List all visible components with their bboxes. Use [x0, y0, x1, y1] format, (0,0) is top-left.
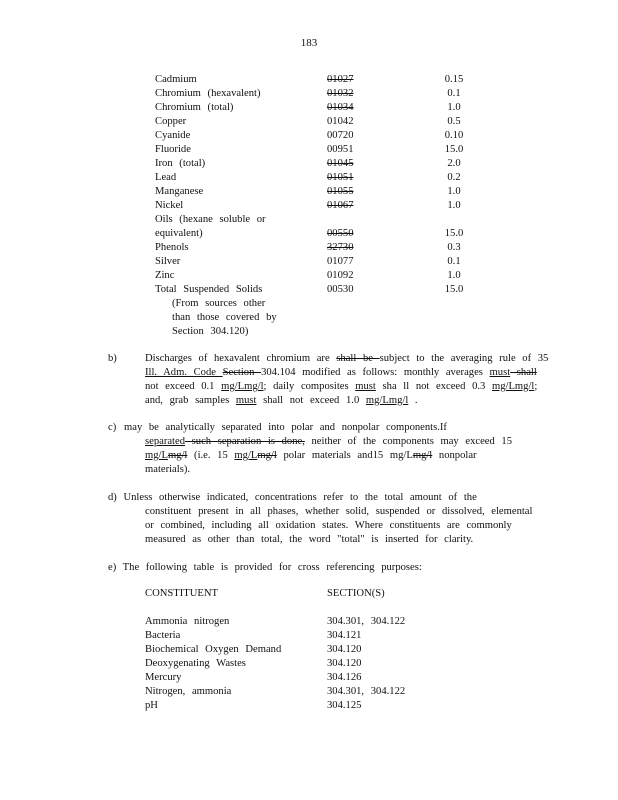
inserted-text: mg/Lmg/l — [221, 381, 264, 392]
parameter-code: 00530 — [327, 284, 354, 295]
deleted-text: mg/l — [167, 450, 188, 461]
constituent-name: Biochemical Oxygen Demand — [145, 644, 282, 655]
parameter-name: Nickel — [155, 200, 184, 211]
constituent-sections: 304.126 — [327, 672, 362, 683]
parameter-code: 01027 — [327, 74, 354, 85]
paragraph-c-line-2 — [145, 435, 512, 449]
constituent-name: Nitrogen, ammonia — [145, 686, 232, 697]
text: ; — [534, 381, 538, 392]
inserted-text: mg/L — [145, 450, 168, 461]
constituent-sections: 304.125 — [327, 700, 362, 711]
paragraph-c-line-4: materials). — [145, 464, 191, 475]
parameter-limit: 0.2 — [447, 172, 461, 183]
header-constituent: CONSTITUENT — [145, 588, 218, 599]
deleted-text: mg/l — [412, 450, 433, 461]
tss-note-line: (From sources other — [172, 298, 266, 309]
paragraph-d-line-1: d) Unless otherwise indicated, concentrations refer to the total amount of the — [108, 492, 477, 503]
paragraph-e: e) The following table is provided for cross referencing purposes: — [108, 562, 422, 573]
text: subject to the averaging rule of 35 — [379, 353, 549, 364]
parameter-limit: 0.1 — [447, 88, 461, 99]
parameter-code: 01092 — [327, 270, 354, 281]
parameter-code: 01032 — [327, 88, 354, 99]
parameter-code: 01034 — [327, 102, 354, 113]
parameter-name: Oils (hexane soluble or — [155, 214, 266, 225]
text: may be analytically separated into polar and nonpolar components.If — [124, 422, 447, 433]
parameter-limit: 15.0 — [444, 228, 464, 239]
constituent-name: Mercury — [145, 672, 182, 683]
parameter-limit — [436, 213, 472, 227]
inserted-text: separated — [145, 436, 185, 447]
text: (i.e. 15 — [187, 450, 235, 461]
parameter-name: Lead — [155, 172, 177, 183]
inserted-text: must — [235, 395, 257, 406]
parameter-code: 00550 — [327, 228, 354, 239]
parameter-limit: 1.0 — [447, 270, 461, 281]
constituent-sections: 304.120 — [327, 644, 362, 655]
constituent-name: Bacteria — [145, 630, 181, 641]
text: 304.104 modified as follows: monthly averages — [261, 367, 490, 378]
parameter-code: 01051 — [327, 172, 354, 183]
paragraph-c-label: c) — [108, 422, 117, 433]
parameter-name: Total Suspended Solids — [155, 284, 263, 295]
text: Discharges of hexavalent chromium are — [145, 353, 337, 364]
tss-note-line: Section 304.120) — [172, 326, 249, 337]
text: not exceed 0.1 — [145, 381, 222, 392]
parameter-name: Manganese — [155, 186, 204, 197]
deleted-text: Section — [222, 367, 262, 378]
text: polar materials and15 mg/L — [276, 450, 413, 461]
parameter-code: 00720 — [327, 130, 354, 141]
constituent-name: Ammonia nitrogen — [145, 616, 230, 627]
constituent-name: pH — [145, 700, 158, 711]
parameter-name: Fluoride — [155, 144, 191, 155]
parameter-code: 01055 — [327, 186, 354, 197]
parameter-name: Chromium (hexavalent) — [155, 88, 261, 99]
constituent-sections: 304.301, 304.122 — [327, 616, 406, 627]
paragraph-b-line-3 — [145, 380, 537, 394]
text: and, grab samples — [145, 395, 236, 406]
parameter-limit: 0.10 — [444, 130, 464, 141]
parameter-name: Chromium (total) — [155, 102, 234, 113]
deleted-text: shall — [510, 367, 537, 378]
paragraph-d-line-2: constituent present in all phases, whether solid, suspended or dissolved, elemental — [145, 506, 533, 517]
parameter-limit: 1.0 — [447, 186, 461, 197]
parameter-code: 01042 — [327, 116, 354, 127]
parameter-code: 01045 — [327, 158, 354, 169]
parameter-code: 01077 — [327, 256, 354, 267]
parameter-limit: 0.15 — [444, 74, 464, 85]
paragraph-b-line-1 — [145, 352, 548, 366]
deleted-text: such separation is done, — [185, 436, 305, 447]
parameter-code: 01067 — [327, 200, 354, 211]
paragraph-b-label: b) — [108, 353, 117, 364]
parameter-code: 32730 — [327, 242, 354, 253]
parameter-limit: 2.0 — [447, 158, 461, 169]
text: sha ll not exceed 0.3 — [375, 381, 492, 392]
parameter-name: Zinc — [155, 270, 175, 281]
parameter-name: Cyanide — [155, 130, 191, 141]
constituent-sections: 304.120 — [327, 658, 362, 669]
header-sections: SECTION(S) — [327, 588, 385, 599]
paragraph-d-line-4: measured as other than total, the word "total" is inserted for clarity. — [145, 534, 474, 545]
parameter-name: Copper — [155, 116, 187, 127]
inserted-text: must — [355, 381, 376, 392]
tss-note-line: than those covered by — [172, 312, 277, 323]
parameter-name: equivalent) — [155, 228, 203, 239]
parameter-code: 00951 — [327, 144, 354, 155]
parameter-limit: 15.0 — [444, 284, 464, 295]
constituent-sections: 304.121 — [327, 630, 362, 641]
deleted-text: mg/l — [257, 450, 277, 461]
paragraph-b-line-2 — [145, 366, 537, 380]
paragraph-d-line-3: or combined, including all oxidation states. Where constituents are commonly — [145, 520, 512, 531]
page-number: 183 — [300, 37, 318, 49]
inserted-text: mg/Lmg/l — [365, 395, 409, 406]
parameter-name: Iron (total) — [155, 158, 206, 169]
parameter-limit: 0.3 — [447, 242, 461, 253]
paragraph-c-line-3 — [145, 449, 477, 463]
inserted-text: Ill. Adm. Code — [145, 367, 223, 378]
constituent-name: Deoxygenating Wastes — [145, 658, 246, 669]
text: nonpolar — [432, 450, 477, 461]
parameter-limit: 0.5 — [447, 116, 461, 127]
deleted-text: shall be — [336, 353, 380, 364]
parameter-name: Phenols — [155, 242, 189, 253]
inserted-text: mg/L — [234, 450, 258, 461]
parameter-name: Silver — [155, 256, 181, 267]
parameter-limit: 1.0 — [447, 200, 461, 211]
text: neither of the components may exceed 15 — [304, 436, 513, 447]
parameter-name: Cadmium — [155, 74, 197, 85]
parameter-limit: 15.0 — [444, 144, 464, 155]
constituent-sections: 304.301, 304.122 — [327, 686, 406, 697]
parameter-limit: 1.0 — [447, 102, 461, 113]
text: shall not exceed 1.0 — [256, 395, 366, 406]
paragraph-b-line-4 — [145, 394, 418, 408]
text: . — [408, 395, 418, 406]
paragraph-c-line-1 — [124, 421, 447, 435]
parameter-limit: 0.1 — [447, 256, 461, 267]
inserted-text: mg/Lmg/l — [491, 381, 535, 392]
inserted-text: must — [489, 367, 511, 378]
text: ; daily composites — [263, 381, 356, 392]
